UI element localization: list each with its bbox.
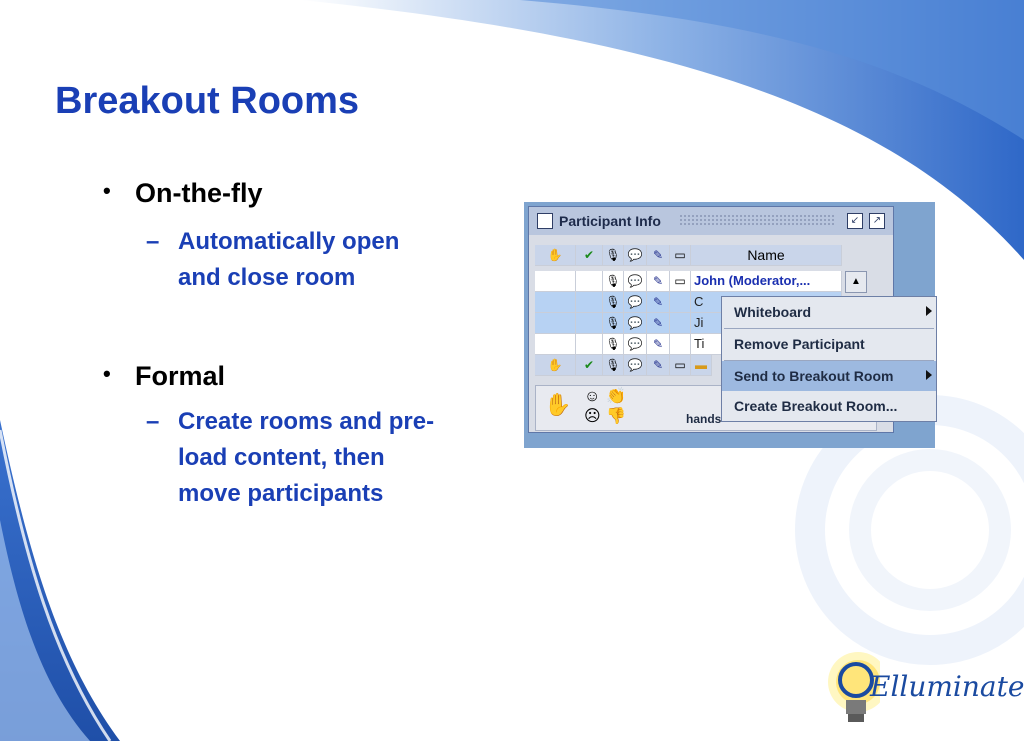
pen-icon[interactable]: ✎ (647, 313, 670, 334)
pen-icon[interactable]: ✎ (647, 292, 670, 313)
check-x-icon[interactable]: ✔ (576, 245, 603, 266)
menu-item-label: Create Breakout Room... (734, 398, 898, 414)
participant-name[interactable]: Ji (691, 313, 842, 334)
status-text: hands (686, 412, 722, 426)
logo-wordmark: Elluminate (870, 670, 1024, 703)
participant-info-screenshot (524, 202, 935, 448)
slide-title: Breakout Rooms (55, 80, 360, 122)
cell (670, 313, 691, 334)
window-share-icon[interactable]: ▭ (670, 245, 691, 266)
cell (670, 334, 691, 355)
menu-item-send-to-breakout-room[interactable] (722, 361, 936, 391)
bullet-on-the-fly (103, 178, 263, 209)
submenu-arrow-icon (926, 370, 932, 380)
cell (576, 334, 603, 355)
table-row[interactable] (535, 271, 865, 292)
pen-icon[interactable]: ✎ (647, 334, 670, 355)
menu-item-label: Remove Participant (734, 336, 865, 352)
titlebar-grip (679, 214, 834, 227)
menu-item-label: Whiteboard (734, 304, 811, 320)
chat-icon[interactable]: 💬 (624, 292, 647, 313)
confused-icon[interactable]: ☹ (584, 408, 601, 425)
chat-icon[interactable]: 💬 (624, 334, 647, 355)
chat-icon[interactable]: 💬 (624, 355, 647, 376)
pen-icon[interactable]: ✎ (647, 271, 670, 292)
cell (576, 313, 603, 334)
undock-icon[interactable]: ↙ (847, 213, 863, 229)
participant-name[interactable]: Ti (691, 334, 842, 355)
cell (535, 313, 576, 334)
microphone-icon[interactable]: 🎙 (603, 334, 624, 355)
elluminate-logo (820, 640, 1024, 740)
menu-item-create-breakout-room[interactable] (722, 391, 936, 421)
microphone-icon[interactable]: 🎙 (603, 245, 624, 266)
table-header (535, 245, 865, 266)
cell (576, 271, 603, 292)
menu-item-label: Send to Breakout Room (734, 368, 894, 384)
window-share-icon[interactable]: ▭ (670, 355, 691, 376)
cell (670, 292, 691, 313)
sub-bullet-line: move participants (178, 480, 384, 507)
smiley-icon[interactable]: ☺ (584, 388, 601, 405)
bullet-dot: • (103, 178, 111, 203)
cell (535, 271, 576, 292)
sub-bullet-line: Automatically open (178, 228, 400, 255)
check-x-icon[interactable]: ✔ (576, 355, 603, 376)
scroll-up-button[interactable]: ▲ (845, 271, 867, 293)
name-column-header[interactable]: Name (691, 245, 842, 266)
bullet-label: On-the-fly (135, 178, 263, 208)
sub-bullet-automatic (146, 224, 400, 296)
bullet-dash: – (146, 228, 160, 255)
maximize-icon[interactable]: ↗ (869, 213, 885, 229)
sub-bullet-line: and close room (178, 264, 356, 291)
submenu-arrow-icon (926, 306, 932, 316)
sub-bullet-line: load content, then (178, 444, 385, 471)
cell (535, 292, 576, 313)
microphone-icon[interactable]: 🎙 (603, 313, 624, 334)
window-title: Participant Info (559, 213, 661, 229)
menu-item-whiteboard[interactable] (722, 297, 936, 327)
sub-bullet-create (146, 404, 435, 512)
bullet-formal (103, 361, 226, 392)
window-titlebar[interactable] (529, 207, 893, 235)
folder-icon[interactable]: ▬ (691, 355, 712, 376)
hand-raise-icon[interactable]: ✋ (544, 392, 572, 417)
cell (535, 334, 576, 355)
context-menu (721, 296, 937, 422)
microphone-icon[interactable]: 🎙 (603, 271, 624, 292)
microphone-icon[interactable]: 🎙 (603, 292, 624, 313)
pen-icon[interactable]: ✎ (647, 245, 670, 266)
thumbs-down-icon[interactable]: 👎 (606, 408, 626, 425)
menu-item-remove-participant[interactable] (722, 329, 936, 359)
hand-raise-icon[interactable]: ✋ (535, 355, 576, 376)
chat-icon[interactable]: 💬 (624, 245, 647, 266)
bullet-label: Formal (135, 361, 226, 391)
window-icon (537, 213, 553, 229)
participant-name[interactable]: John (Moderator,... (691, 271, 842, 292)
hand-raise-icon[interactable]: ✋ (535, 245, 576, 266)
participant-name[interactable]: C (691, 292, 842, 313)
microphone-icon[interactable]: 🎙 (603, 355, 624, 376)
bullet-dash: – (146, 408, 160, 435)
applause-icon[interactable]: 👏 (606, 388, 626, 405)
chat-icon[interactable]: 💬 (624, 313, 647, 334)
window-share-icon[interactable]: ▭ (670, 271, 691, 292)
pen-icon[interactable]: ✎ (647, 355, 670, 376)
chat-icon[interactable]: 💬 (624, 271, 647, 292)
cell (576, 292, 603, 313)
sub-bullet-line: Create rooms and pre- (178, 408, 435, 435)
bullet-dot: • (103, 361, 111, 386)
